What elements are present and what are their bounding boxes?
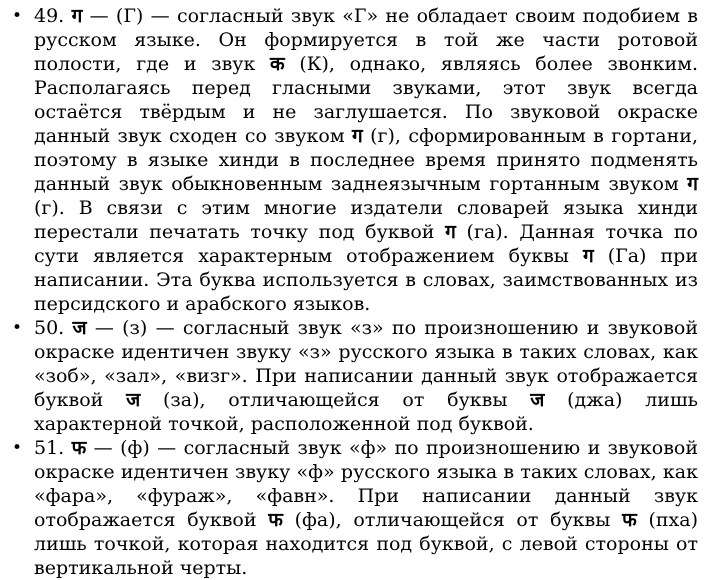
devanagari-letter-ga: ग — [687, 173, 698, 195]
item-text: — (з) — согласный звук «з» по произношению и звуковой окраске идентичен звуку «з» русского языка в таких словах, как «зоб», «зал», «визг». При написании данный звук отображается буквой — [34, 317, 699, 411]
item-text: (пха) лишь точкой, которая находится под буквой, с левой стороны от вертикальной черты. — [34, 509, 698, 579]
item-text: (фа), отличающейся от буквы — [282, 509, 623, 531]
list-item-49 — [8, 4, 698, 316]
list-item-50 — [8, 316, 698, 436]
devanagari-letter-ja: ज — [126, 389, 141, 411]
devanagari-letter-ga: ग — [352, 125, 363, 147]
item-text: — (ф) — согласный звук «ф» по произношению и звуковой окраске идентичен звуку «ф» русского языка в таких словах, как «фара», «фураж», «фавн». При написании данный звук отображается буквой — [34, 437, 698, 531]
devanagari-letter-ka: क — [270, 53, 285, 75]
devanagari-letter-ja: ज — [530, 389, 545, 411]
devanagari-letter-pha: फ — [622, 509, 637, 531]
bullet-icon: • — [12, 438, 23, 458]
devanagari-letter-pha: फ — [268, 509, 283, 531]
devanagari-letter-pha: फ — [71, 437, 87, 459]
item-number: 49. — [34, 5, 65, 27]
item-number: 50. — [34, 317, 65, 339]
item-text: (г), сформированным в гортани, поэтому в языке хинди в последнее время принято подменять данный звук обыкновенным заднеязычным гортанным звуком — [34, 125, 698, 195]
item-number: 51. — [34, 437, 65, 459]
item-text: (К), однако, являясь более звонким. Располагаясь перед гласными звуками, этот звук всегда остаётся твёрдым и не заглушается. По звуковой окраске данный звук сходен со звуком — [34, 53, 698, 147]
devanagari-letter-ga: ग — [582, 245, 594, 267]
bullet-icon: • — [12, 318, 23, 338]
devanagari-letter-ga: ग — [71, 5, 83, 27]
item-text: — (Г) — согласный звук «Г» не обладает своим подобием в русском языке. Он формируется в той же части ротовой полости, где и звук — [34, 5, 698, 75]
bullet-list — [8, 4, 698, 580]
item-text: (джа) лишь характерной точкой, расположенной под буквой. — [34, 389, 698, 435]
list-item-51 — [8, 436, 698, 580]
devanagari-letter-ga: ग — [445, 221, 456, 243]
item-text: (за), отличающейся от буквы — [140, 389, 531, 411]
bullet-icon: • — [12, 6, 23, 26]
devanagari-letter-ja: ज — [72, 317, 87, 339]
item-text: (га). Данная точка по сути является характерным отображением буквы — [34, 221, 698, 267]
item-text: (г). В связи с этим многие издатели словарей языка хинди перестали печатать точку под буквой — [34, 197, 698, 243]
item-text: (Га) при написании. Эта буква используется в словах, заимствованных из персидского и арабского языков. — [34, 245, 698, 315]
